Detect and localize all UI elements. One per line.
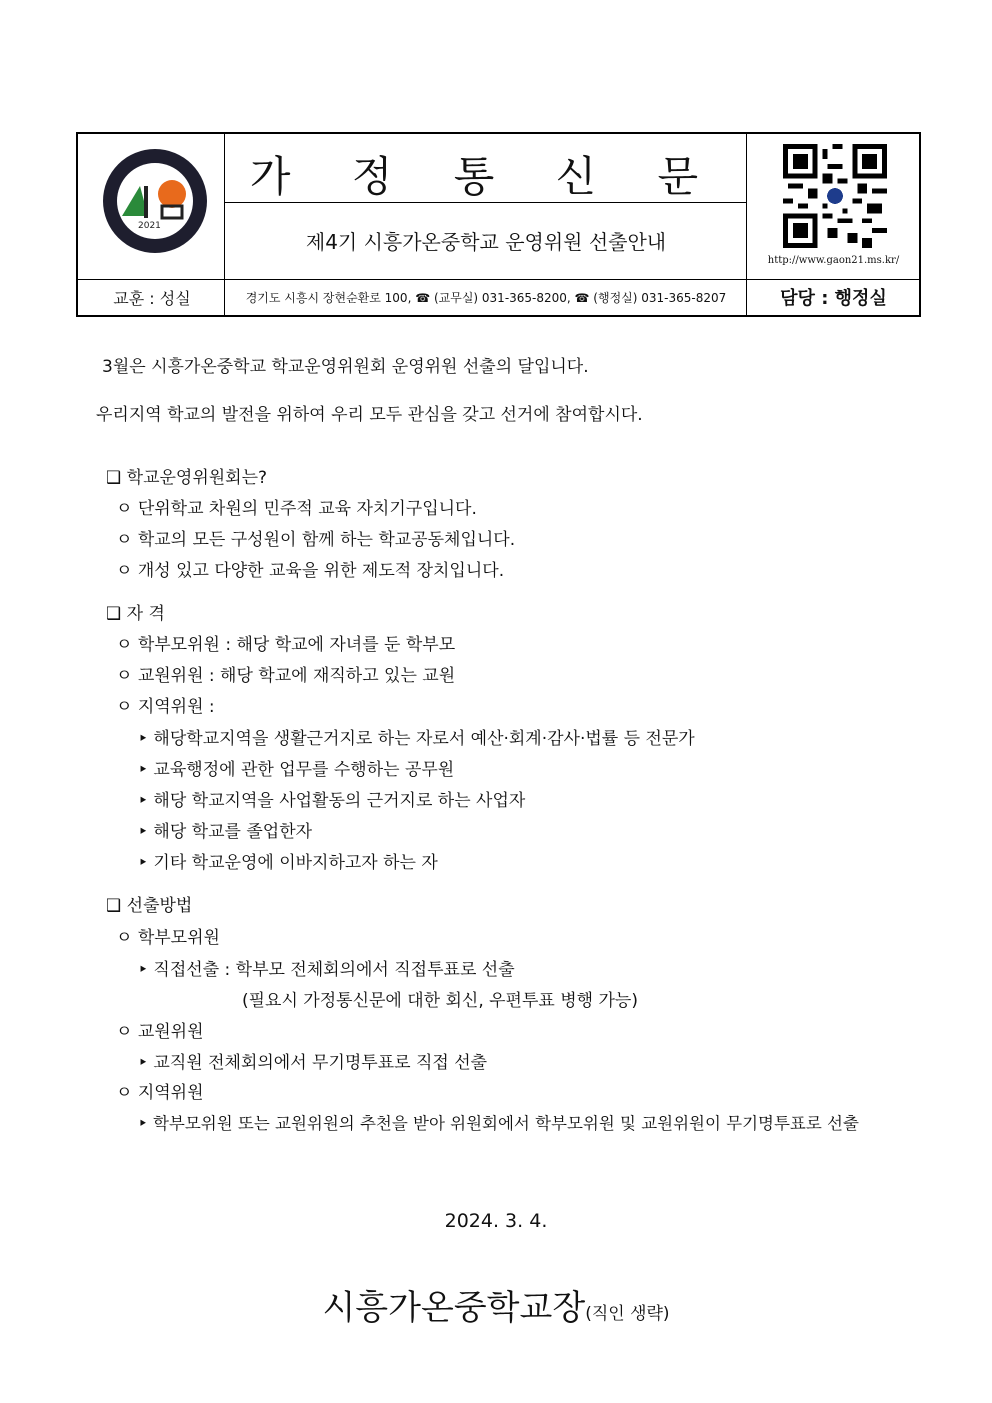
header-table — [76, 132, 921, 317]
list-item: ㅇ 교원위원 : 해당 학교에 재직하고 있는 교원 — [116, 666, 456, 686]
contact-department: 담당 : 행정실 — [780, 288, 887, 309]
school-motto: 교훈 : 성실 — [113, 289, 191, 308]
list-item: ㅇ 교원위원 — [116, 1022, 204, 1042]
section-title-election: ❑ 선출방법 — [106, 896, 193, 916]
sub-list-item: ‣ 직접선출 : 학부모 전체회의에서 직접투표로 선출 — [138, 960, 515, 980]
page-title: 가 정 통 신 문 — [249, 152, 723, 201]
intro-line-1: 3월은 시흥가온중학교 학교운영위원회 운영위원 선출의 달입니다. — [102, 357, 589, 377]
section-title-committee: ❑ 학교운영위원회는? — [106, 468, 268, 488]
list-item: ㅇ 단위학교 차원의 민주적 교육 자치기구입니다. — [116, 499, 477, 519]
list-item: ㅇ 지역위원 : — [116, 697, 215, 717]
school-address: 경기도 시흥시 장현순환로 100, ☎ (교무실) 031-365-8200, ☎ (행정실) 031-365-8207 — [245, 291, 727, 305]
section-title-qualification: ❑ 자 격 — [106, 604, 165, 624]
sub-list-item: ‣ 교직원 전체회의에서 무기명투표로 직접 선출 — [138, 1053, 488, 1073]
list-item: ㅇ 학부모위원 : 해당 학교에 자녀를 둔 학부모 — [116, 635, 456, 655]
list-item: ㅇ 학교의 모든 구성원이 함께 하는 학교공동체입니다. — [116, 530, 516, 550]
signature-block — [0, 1280, 992, 1329]
intro-line-2: 우리지역 학교의 발전을 위하여 우리 모두 관심을 갖고 선거에 참여합시다. — [96, 405, 643, 425]
principal-name: 시흥가온중학교장 — [322, 1288, 586, 1328]
list-item: ㅇ 개성 있고 다양한 교육을 위한 제도적 장치입니다. — [116, 561, 505, 581]
sub-list-item: ‣ 해당학교지역을 생활근거지로 하는 자로서 예산·회계·감사·법률 등 전문가 — [138, 729, 695, 749]
qr-code — [783, 144, 887, 252]
list-item: ㅇ 지역위원 — [116, 1083, 204, 1103]
sub-list-item: ‣ 해당 학교를 졸업한자 — [138, 822, 313, 842]
seal-note: (직인 생략) — [585, 1304, 670, 1324]
svg-text:2021: 2021 — [138, 221, 161, 231]
sub-list-item: ‣ 교육행정에 관한 업무를 수행하는 공무원 — [138, 760, 455, 780]
page-subtitle: 제4기 시흥가온중학교 운영위원 선출안내 — [305, 230, 667, 254]
list-item: ㅇ 학부모위원 — [116, 928, 220, 948]
sub-list-item: ‣ 학부모위원 또는 교원위원의 추천을 받아 위원회에서 학부모위원 및 교원위원이 무기명투표로 선출 — [138, 1114, 859, 1133]
issue-date: 2024. 3. 4. — [444, 1210, 548, 1232]
sub-list-item: ‣ 기타 학교운영에 이바지하고자 하는 자 — [138, 853, 438, 873]
sub-list-item: ‣ 해당 학교지역을 사업활동의 근거지로 하는 사업자 — [138, 791, 526, 811]
sub-list-note: (필요시 가정통신문에 대한 회신, 우편투표 병행 가능) — [242, 991, 638, 1011]
school-url[interactable]: http://www.gaon21.ms.kr/ — [767, 255, 900, 266]
school-logo — [100, 146, 210, 260]
